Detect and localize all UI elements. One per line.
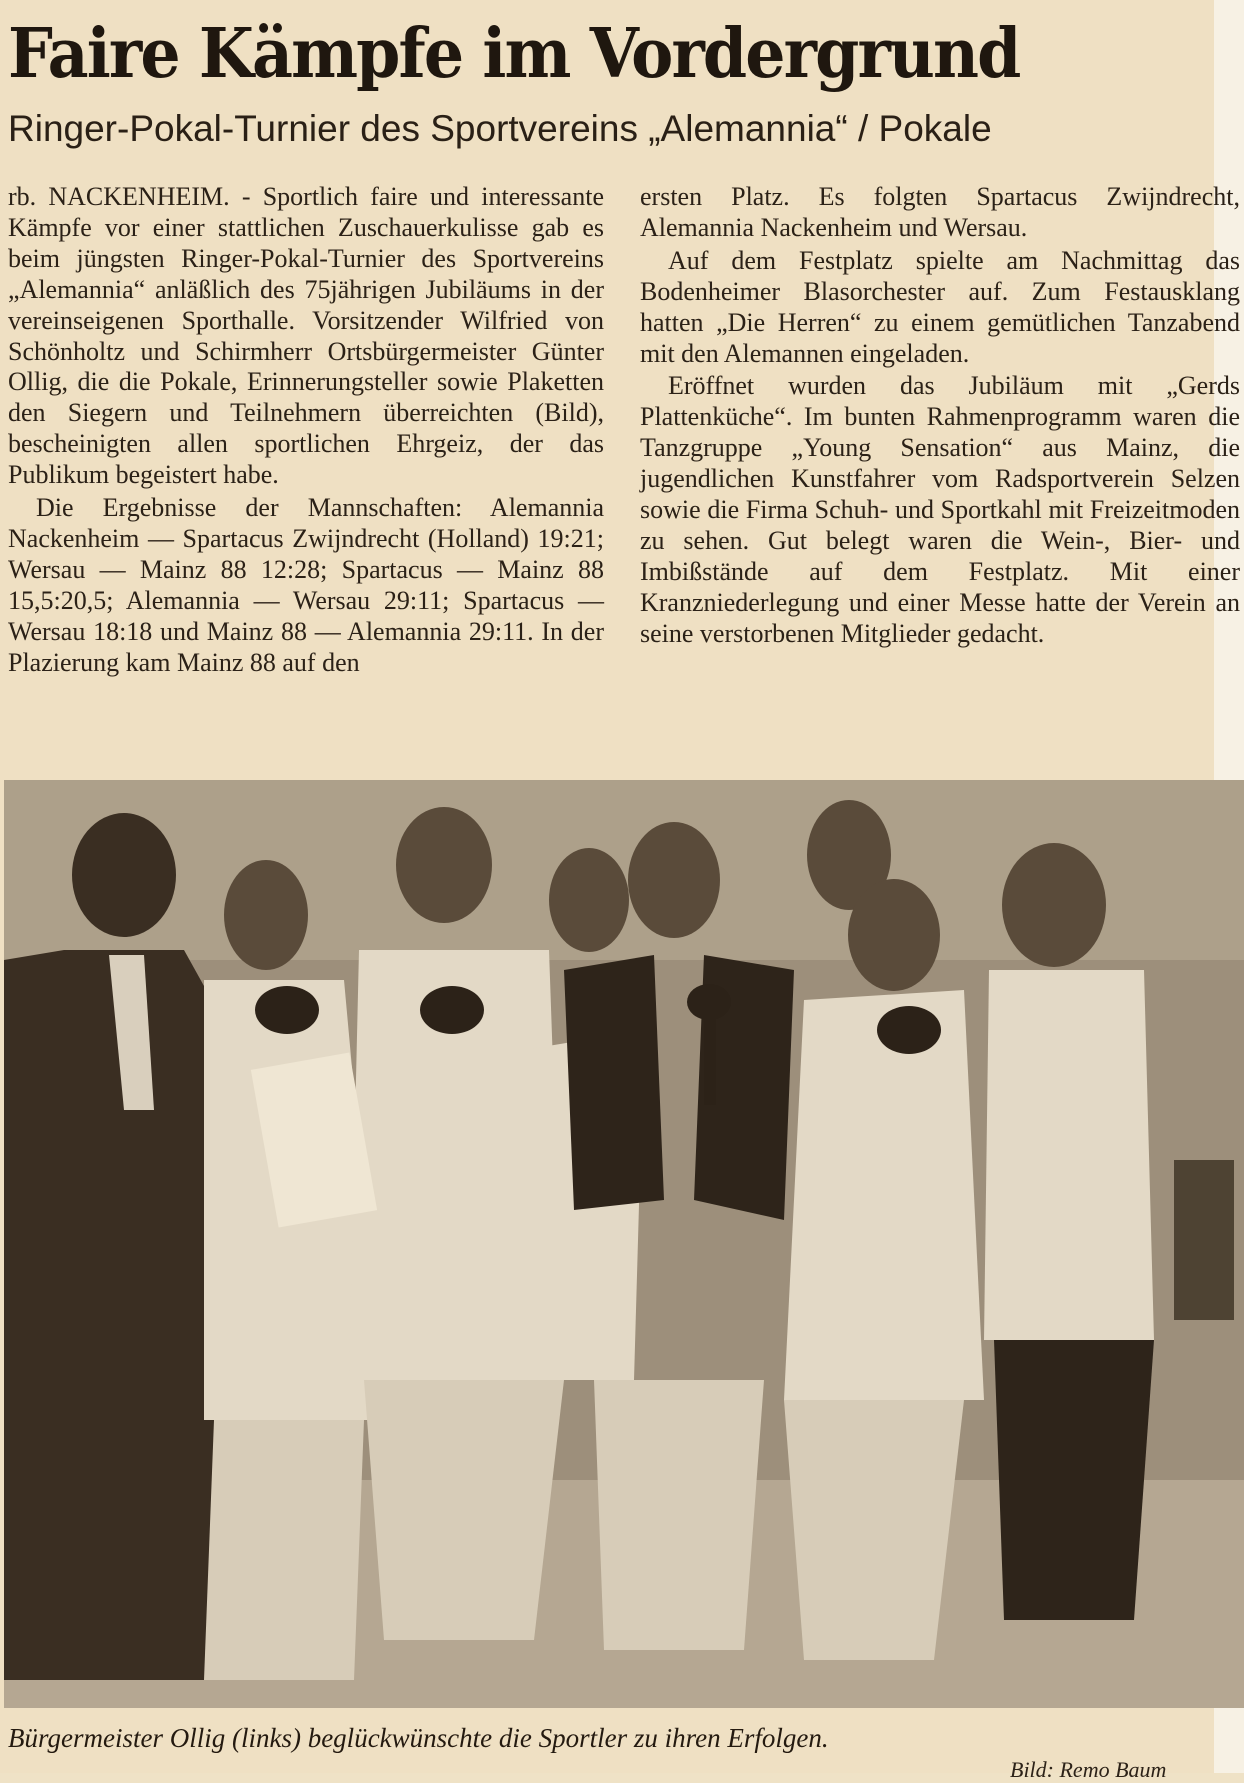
article-headline: Faire Kämpfe im Vordergrund	[8, 14, 1020, 94]
paragraph: Eröffnet wurden das Jubiläum mit „Gerds Plattenküche“. Im bunten Rahmenprogramm waren die Tanzgruppe „Young Sensation“ aus Mainz, die jugendlichen Kunstfahrer vom Radsportverein Selzen sowie die Firma Schuh- und Sportkahl mit Freizeitmoden zu sehen. Gut belegt waren die Wein-, Bier- und Imbißstände auf dem Festplatz. Mit einer Kranzniederlegung und einer Messe hatte der Verein an seine verstorbenen Mitglieder gedacht.	[640, 371, 1240, 648]
group-photo	[4, 780, 1244, 1708]
article-subheadline: Ringer-Pokal-Turnier des Sportvereins „Alemannia“ / Pokale	[8, 108, 992, 149]
paragraph: Auf dem Festplatz spielte am Nachmittag das Bodenheimer Blasorchester auf. Zum Festausklang hatten „Die Herren“ zu einem gemütlichen Tanzabend mit den Alemannen eingeladen.	[640, 245, 1240, 368]
photo-credit: Bild: Remo Baum	[1010, 1757, 1167, 1782]
paragraph: rb. NACKENHEIM. - Sportlich faire und interessante Kämpfe vor einer stattlichen Zuschauerkulisse gab es beim jüngsten Ringer-Pokal-Turnier des Sportvereins „Alemannia“ anläßlich des 75jährigen Jubiläums in der vereinseigenen Sporthalle. Vorsitzender Wilfried von Schönholtz und Schirmherr Ortsbürgermeister Günter Ollig, die die Pokale, Erinnerungsteller sowie Plaketten den Siegern und Teilnehmern überreichten (Bild), bescheinigten allen sportlichen Ehrgeiz, der das Publikum begeistert habe.	[8, 182, 604, 490]
paragraph: ersten Platz. Es folgten Spartacus Zwijndrecht, Alemannia Nackenheim und Wersau.	[640, 182, 1240, 242]
paragraph: Die Ergebnisse der Mannschaften: Alemannia Nackenheim — Spartacus Zwijndrecht (Holland) 19:21; Wersau — Mainz 88 12:28; Spartacus — Mainz 88 15,5:20,5; Alemannia — Wersau 29:11; Spartacus — Wersau 18:18 und Mainz 88 — Alemannia 29:11. In der Plazierung kam Mainz 88 auf den	[8, 493, 604, 677]
article-column-right	[640, 182, 1240, 650]
article-column-left	[8, 182, 604, 679]
photo-caption: Bürgermeister Ollig (links) beglückwünschte die Sportler zu ihren Erfolgen.	[8, 1723, 829, 1753]
